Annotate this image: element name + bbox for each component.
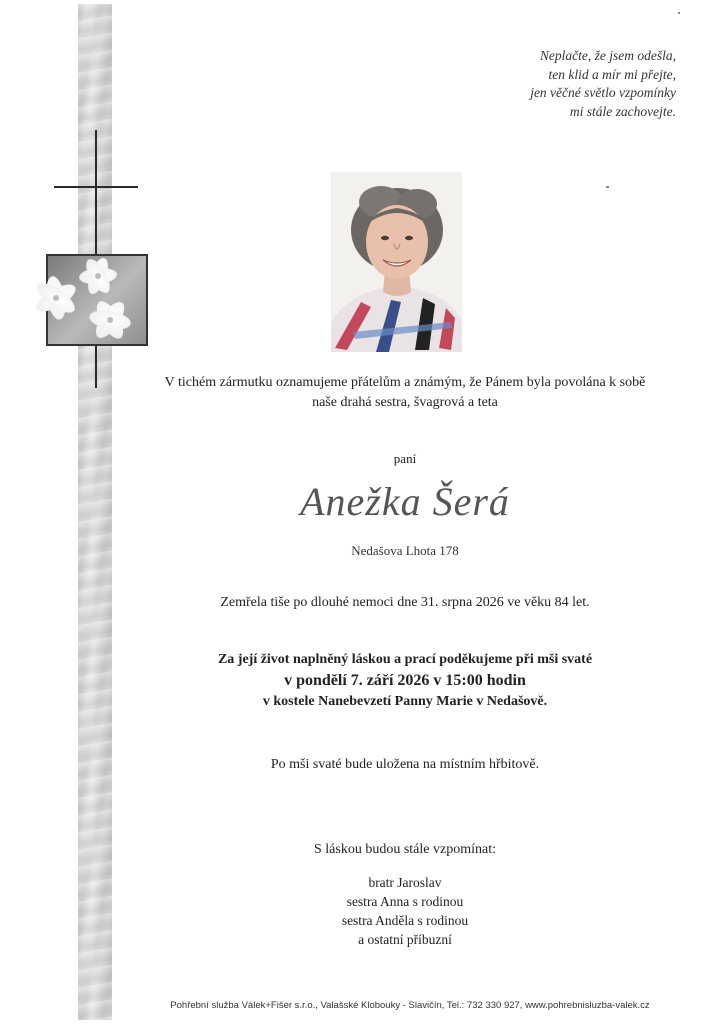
mourner-item: sestra Anna s rodinou: [346, 894, 464, 909]
mourners-list: [120, 873, 690, 949]
mass-notice: [120, 650, 690, 712]
death-notice: Zemřela tiše po dlouhé nemoci dne 31. srpna 2026 ve věku 84 let.: [220, 595, 590, 610]
scan-speck: [678, 12, 680, 14]
scan-speck: [606, 186, 609, 188]
burial-notice: Po mši svaté bude uložena na místním hřbitově.: [270, 757, 540, 772]
mass-line: Za její život naplněný láskou a prací poděkujeme při mši svaté: [217, 652, 593, 667]
poem-line: Neplačte, že jsem odešla,: [539, 48, 676, 63]
poem-line: mi stále zachovejte.: [569, 103, 676, 119]
poem-line: jen věčné světlo vzpomínky: [530, 85, 676, 100]
remember-heading: S láskou budou stále vzpomínat:: [314, 842, 496, 857]
poem-line: ten klid a mír mi přejte,: [548, 66, 676, 82]
intro-line: V tichém zármutku oznamujeme přátelům a známým, že Pánem byla povolána k sobě: [164, 375, 646, 390]
mourner-item: sestra Anděla s rodinou: [341, 913, 469, 928]
title-word: paní: [393, 451, 417, 466]
mass-date: v pondělí 7. září 2026 v 15:00 hodin: [284, 672, 526, 689]
mass-location: v kostele Nanebevzetí Panny Marie v Nedašově.: [262, 694, 548, 709]
footer-funeral-service: Pohřební služba Válek+Fišer s.r.o., Valašské Klobouky - Slavičín, Tel.: 732 330 927, www.pohrebnisluzba-valek.cz: [170, 1000, 650, 1011]
portrait-photo: [331, 172, 462, 352]
mourner-item: a ostatní příbuzní: [358, 932, 452, 947]
lily-flowers-icon: [28, 240, 148, 356]
address: Nedašova Lhota 178: [351, 543, 459, 558]
cross-bar: [54, 186, 138, 188]
intro-line: naše drahá sestra, švagrová a teta: [312, 395, 498, 410]
intro-text: [120, 373, 690, 413]
deceased-name: Anežka Šerá: [300, 479, 510, 524]
poem: [440, 47, 676, 121]
mourner-item: bratr Jaroslav: [368, 875, 442, 890]
